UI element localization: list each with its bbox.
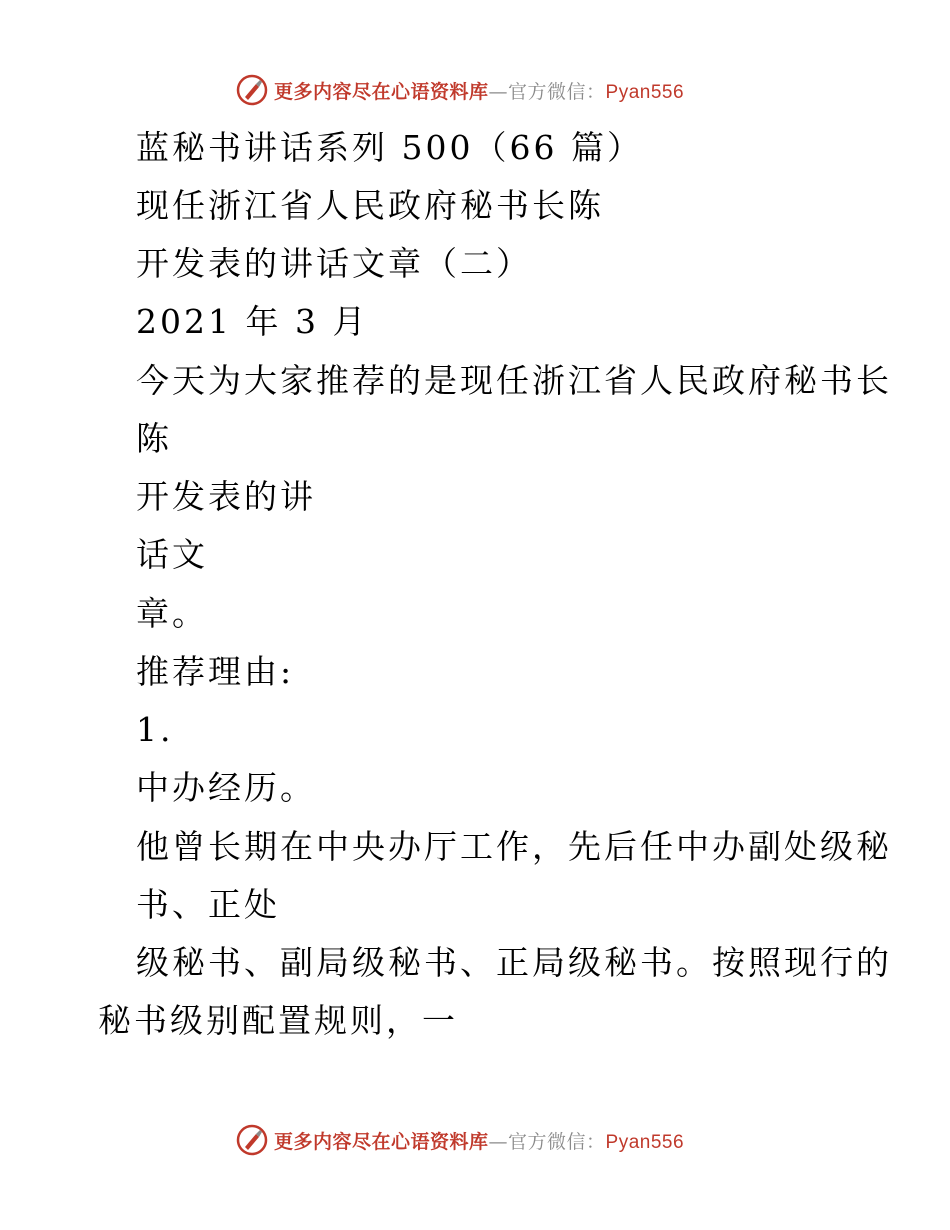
title-line: 蓝秘书讲话系列 500（66 篇） — [136, 128, 643, 167]
pen-logo-icon — [236, 74, 268, 106]
paragraph-line: 中办经历。 — [136, 768, 316, 807]
paragraph-line: 陈 — [136, 419, 172, 458]
paragraph-line: 级秘书、副局级秘书、正局级秘书。按照现行的 — [136, 943, 892, 982]
section-heading: 推荐理由: — [136, 652, 295, 691]
subtitle-line-2: 开发表的讲话文章（二） — [136, 244, 532, 283]
paragraph-line: 书、正处 — [136, 885, 280, 924]
watermark-account: Pyan556 — [605, 81, 685, 103]
header-watermark — [236, 73, 684, 107]
paragraph-line: 他曾长期在中央办厅工作，先后任中办副处级秘 — [136, 827, 892, 866]
watermark-dash: — — [488, 1130, 509, 1153]
paragraph-line: 今天为大家推荐的是现任浙江省人民政府秘书长 — [136, 361, 892, 400]
watermark-label: 官方微信： — [508, 1130, 606, 1153]
paragraph-line: 开发表的讲 — [136, 477, 316, 516]
watermark-label: 官方微信： — [508, 80, 606, 103]
list-number: 1. — [136, 710, 174, 749]
pen-logo-icon — [236, 1124, 268, 1156]
subtitle-line-1: 现任浙江省人民政府秘书长陈 — [136, 186, 604, 225]
paragraph-line: 秘书级别配置规则，一 — [98, 1001, 458, 1040]
watermark-site: 更多内容尽在心语资料库 — [274, 80, 489, 103]
paragraph-line: 话文 — [136, 535, 208, 574]
footer-watermark — [236, 1123, 684, 1157]
watermark-site: 更多内容尽在心语资料库 — [274, 1130, 489, 1153]
watermark-account: Pyan556 — [605, 1131, 685, 1153]
watermark-text — [274, 1127, 684, 1154]
watermark-text — [274, 77, 684, 104]
date-line: 2021 年 3 月 — [136, 302, 369, 341]
watermark-dash: — — [488, 80, 509, 103]
paragraph-line: 章。 — [136, 594, 208, 633]
